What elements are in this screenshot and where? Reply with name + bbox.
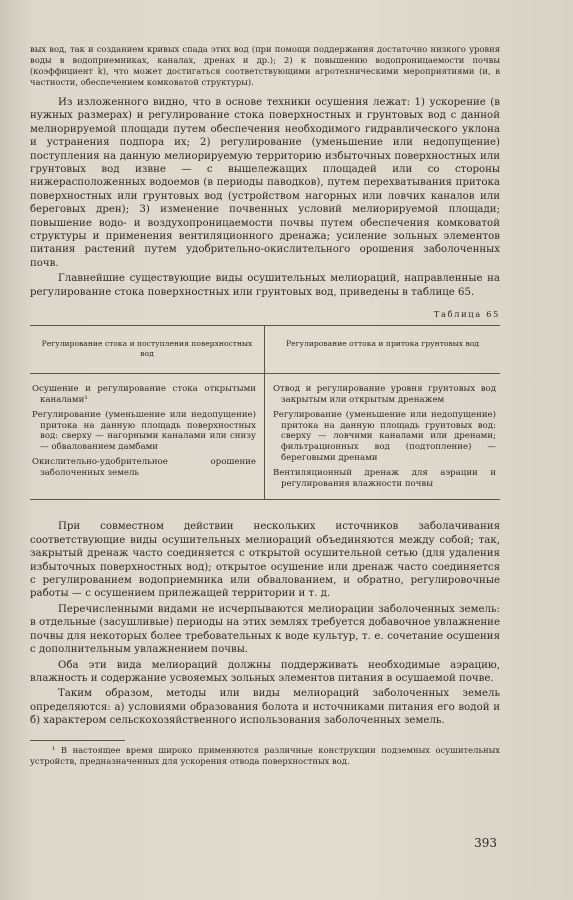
table-column-left (30, 374, 265, 499)
page-number: 393 (474, 836, 497, 850)
table-65 (30, 325, 500, 500)
continued-footnote-text: вых вод, так и созданием кривых спада этих вод (при помощи поддержания достаточно низкого уровня воды в водоприемниках, каналах, дренах и др.); 2) к повышению водопроницаемости почвы (коэффициент k), что может достигаться соответствующими агротехническими мероприятиями (и, в частности, обеспечением комковатой структуры). (30, 44, 500, 87)
footnote: ¹ В настоящее время широко применяются различные конструкции подземных осушительных устройств, предназначенных для ускорения отвода поверхностных вод. (30, 744, 500, 766)
paragraph-2: Главнейшие существующие виды осушительных мелиораций, направленные на регулирование стока поверхностных или грунтовых вод, приведены в таблице 65. (30, 273, 500, 298)
paragraph-4: Перечисленными видами не исчерпываются мелиорации заболоченных земель: в отдельные (засушливые) периоды на этих землях требуется добавочное увлажнение почвы для некоторых более требовательных к воде культур, т. е. сочетание осушения с дополнительным увлажнением почвы. (30, 603, 500, 656)
table-item-left-1: Осушение и регулирование стока открытыми каналами¹ (32, 384, 256, 406)
table-header-left: Регулирование стока и поступления поверхностных вод (30, 326, 265, 374)
page-content (30, 44, 500, 767)
table-item-right-2: Регулирование (уменьшение или недопущение) притока на данную площадь грунтовых вод: сверху — ловчими каналами или дренами; фильтрационных вод (подтопление) — береговыми дренами (273, 409, 496, 464)
paragraph-6: Таким образом, методы или виды мелиораций заболоченных земель определяются: а) условиями образования болота и источниками питания его водой и б) характером сельскохозяйственного использования заболоченных земель. (30, 688, 500, 727)
paragraph-1: Из изложенного видно, что в основе техники осушения лежат: 1) ускорение (в нужных размерах) и регулирование стока поверхностных и грунтовых вод с данной мелиорируемой площади путем обеспечения необходимого гидравлического уклона и устранения подпора их; 2) регулирование (уменьшение или недопущение) поступления на данную мелиорируемую территорию избыточных поверхностных или грунтовых вод извне — с вышележащих площадей или со стороны нижерасположенных водоемов (в периоды паводков), путем перехватывания притока поверхностных или грунтовых вод (устройством нагорных или ловчих каналов или береговых дрен); 3) изменение почвенных условий мелиорируемой площади; повышение водо- и воздухопроницаемости почвы путем обеспечения комковатой структуры и применения вентиляционного дренажа; усиление зольных элементов питания растений путем удобрительно-окислительного орошения заболоченных почв. (30, 97, 500, 269)
footnote-rule (30, 740, 125, 741)
table-column-right (265, 374, 500, 499)
table-item-left-3: Окислительно-удобрительное орошение заболоченных земель (32, 457, 256, 478)
table-item-left-2: Регулирование (уменьшение или недопущение) притока на данную площадь поверхностных вод: сверху — нагорными каналами или снизу — обвалованием дамбами (32, 409, 256, 453)
paragraph-5: Оба эти вида мелиораций должны поддерживать необходимые аэрацию, влажность и содержание усвояемых зольных элементов питания в осушаемой почве. (30, 659, 500, 684)
paragraph-3: При совместном действии нескольких источников заболачивания соответствующие виды осушительных мелиораций объединяются между собой; так, закрытый дренаж часто соединяется с открытой осушительной сетью (для удаления избыточных поверхностных вод); открытое осушение или дренаж часто соединяется с регулированием водоприемника или обвалованием, и обратно, регулировочные работы — с осушением прилежащей территории и т. д. (30, 521, 500, 600)
table-item-right-1: Отвод и регулирование уровня грунтовых вод закрытым или открытым дренажем (273, 384, 496, 406)
table-item-right-3: Вентиляционный дренаж для аэрации и регулирования влажности почвы (273, 467, 496, 489)
table-caption: Таблица 65 (433, 309, 500, 320)
table-header-right: Регулирование оттока и притока грунтовых вод (265, 326, 500, 374)
